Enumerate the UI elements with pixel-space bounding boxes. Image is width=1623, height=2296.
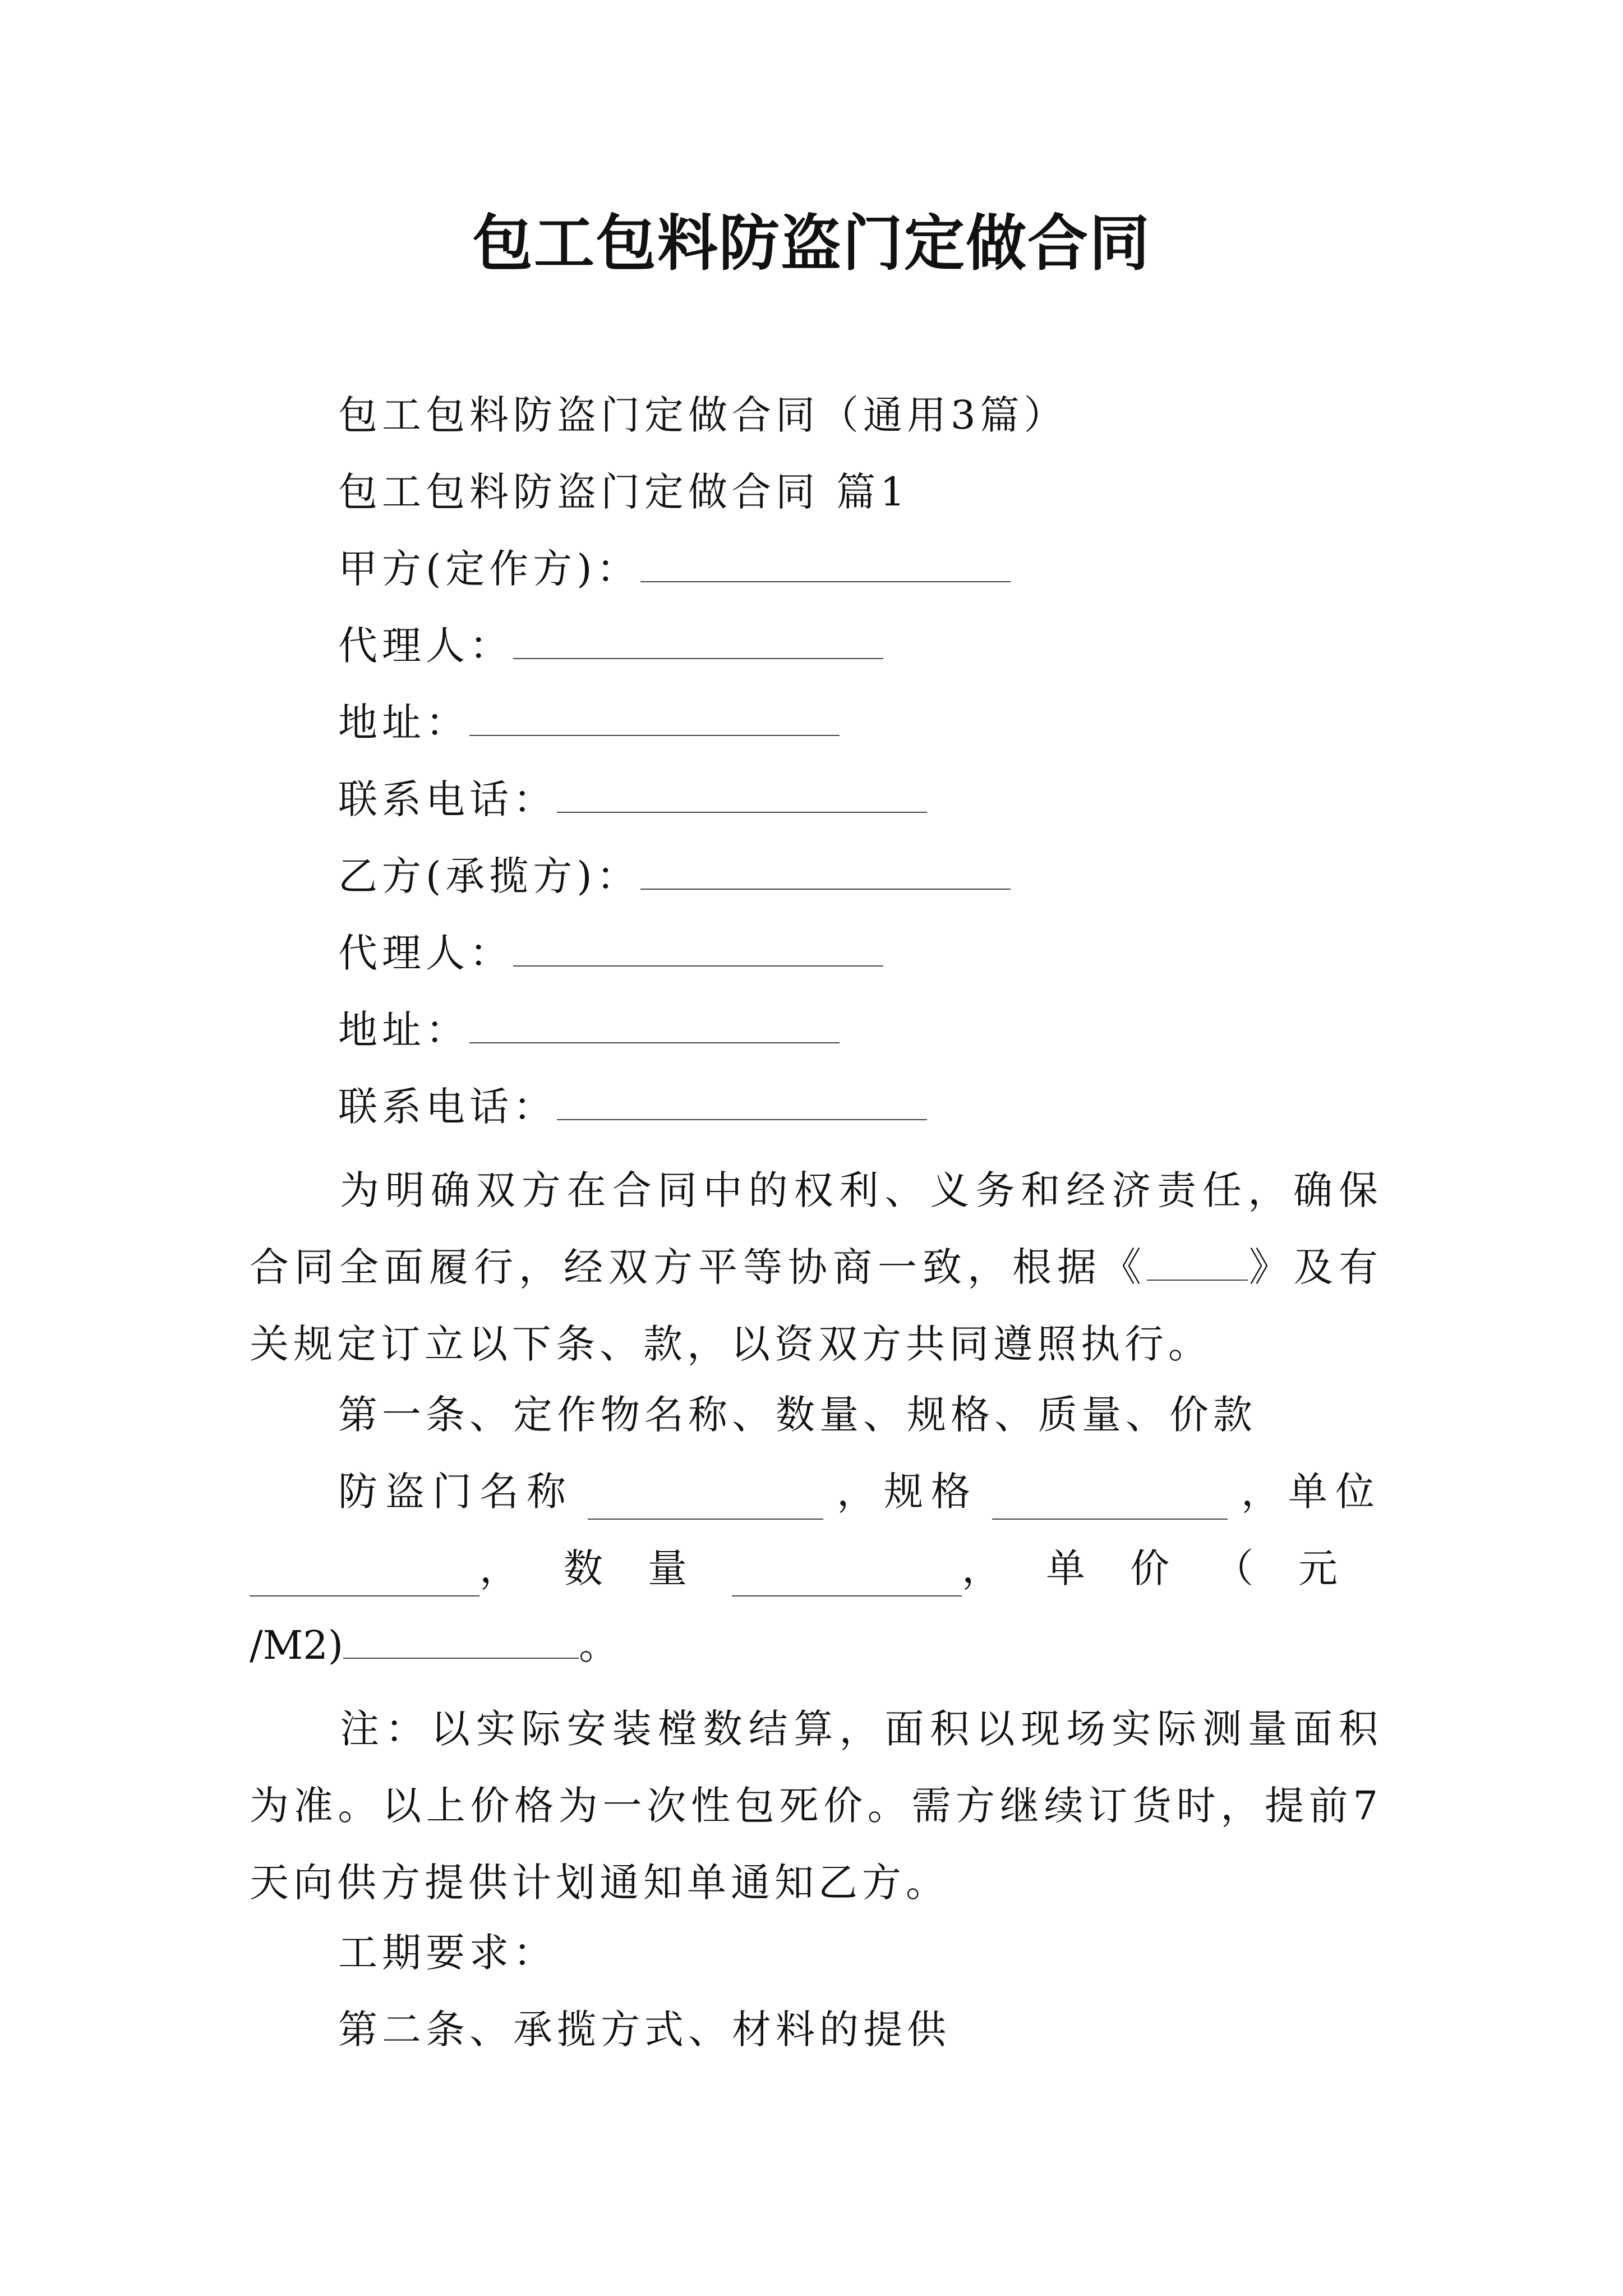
spec-blank <box>992 1483 1228 1520</box>
qty-blank <box>732 1559 962 1596</box>
party-b-phone-label: 联系电话： <box>338 1084 557 1130</box>
preamble-part2: 》及有关规定订立以下条、款，以资双方共同遵照执行。 <box>250 1244 1382 1367</box>
party-a-agent-label: 代理人： <box>338 623 513 669</box>
party-b-agent-line <box>338 925 883 981</box>
article1-end-mark: 。 <box>579 1622 619 1668</box>
note-text: 注：以实际安装樘数结算，面积以现场实际测量面积为准。以上价格为一次性包死价。需方继续订货时，提前7天向供方提供计划通知单通知乙方。 <box>250 1706 1382 1906</box>
law-name-blank <box>1147 1244 1248 1281</box>
party-a-blank <box>640 545 1011 582</box>
party-a-address-line <box>338 694 840 751</box>
article2-heading: 第二条、承揽方式、材料的提供 <box>338 2007 951 2053</box>
door-name-label: 防盗门名称 <box>338 1469 574 1515</box>
party-a-agent-blank <box>513 622 883 659</box>
preamble-part1: 为明确双方在合同中的权利、义务和经济责任，确保合同全面履行，经双方平等协商一致，根据《 <box>250 1167 1382 1290</box>
party-a-phone-line <box>338 771 927 827</box>
article1-row2 <box>250 1540 1382 1596</box>
article1-row3 <box>250 1617 618 1673</box>
party-b-agent-label: 代理人： <box>338 930 513 976</box>
preamble-paragraph <box>250 1152 1382 1383</box>
party-b-phone-blank <box>557 1083 927 1120</box>
note-paragraph <box>250 1691 1382 1921</box>
qty-label: ，数量 <box>479 1545 732 1591</box>
party-a-address-blank <box>469 699 840 736</box>
document-subtitle: 包工包料防盗门定做合同（通用3篇） <box>338 392 1068 438</box>
part-heading: 包工包料防盗门定做合同 篇1 <box>338 469 910 515</box>
document-title: 包工包料防盗门定做合同 <box>472 209 1151 279</box>
party-a-line <box>338 541 1011 597</box>
party-a-label: 甲方(定作方)： <box>338 546 640 592</box>
spec-label: ，规格 <box>837 1469 978 1515</box>
door-name-blank <box>588 1483 823 1520</box>
party-b-agent-blank <box>513 930 883 967</box>
unit-blank <box>250 1559 479 1596</box>
party-a-agent-line <box>338 618 883 674</box>
price-label: ，单价（元 <box>962 1545 1382 1591</box>
article1-row1 <box>250 1464 1382 1520</box>
party-b-blank <box>640 853 1011 890</box>
party-a-phone-label: 联系电话： <box>338 776 557 822</box>
party-a-phone-blank <box>557 776 927 813</box>
party-b-phone-line <box>338 1079 927 1135</box>
price-unit: /M2) <box>250 1622 344 1668</box>
party-a-address-label: 地址： <box>338 700 469 746</box>
party-b-label: 乙方(承揽方)： <box>338 853 640 899</box>
party-b-address-blank <box>469 1006 840 1043</box>
party-b-line <box>338 848 1011 904</box>
schedule-label: 工期要求： <box>338 1930 557 1976</box>
party-b-address-line <box>338 1002 840 1058</box>
article1-heading: 第一条、定作物名称、数量、规格、质量、价款 <box>338 1392 1257 1438</box>
unit-label: ，单位 <box>1241 1469 1382 1515</box>
party-b-address-label: 地址： <box>338 1007 469 1053</box>
price-blank <box>343 1622 579 1659</box>
